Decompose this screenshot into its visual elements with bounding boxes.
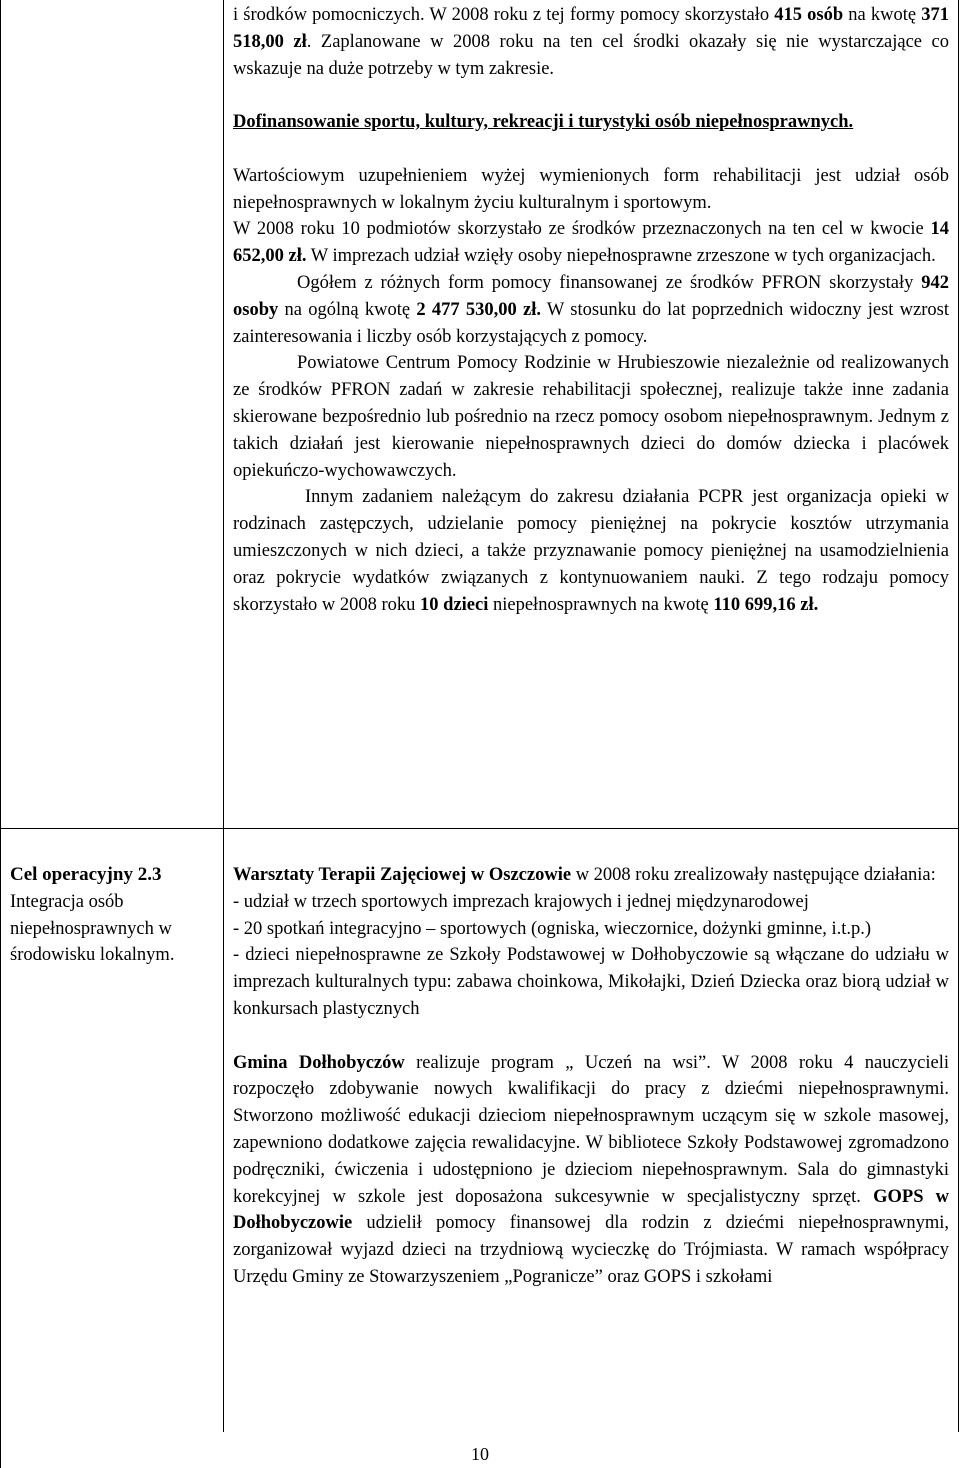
goal-description: Integracja osób niepełnosprawnych w środowisku lokalnym.	[10, 891, 175, 966]
table-row-divider	[0, 828, 959, 829]
table-border-right	[958, 0, 959, 1432]
list-item-meetings: - 20 spotkań integracyjno – sportowych (ogniska, wieczornice, dożynki gminne, i.t.p.)	[233, 918, 872, 939]
list-item-children: - dzieci niepełnosprawne ze Szkoły Podstawowej w Dołhobyczowie są włączane do udziału w imprezach kulturalnych typu: zabawa choinkowa, Mikołajki, Dzień Dziecka oraz biorą udział w konkursach plastycznych	[233, 945, 949, 1019]
list-item-sports: - udział w trzech sportowych imprezach krajowych i jednej międzynarodowej	[233, 891, 809, 912]
table-border-left	[0, 0, 1, 1468]
goal-title: Cel operacyjny 2.3	[10, 864, 162, 885]
paragraph-total: Ogółem z różnych form pomocy finansowanej ze środków PFRON skorzystały 942 osoby na ogólną kwotę 2 477 530,00 zł. W stosunku do lat poprzednich widoczny jest wzrost zainteresowania i liczby osób korzystających z pomocy.	[233, 272, 949, 347]
paragraph-aid-summary: i środków pomocniczych. W 2008 roku z tej formy pomocy skorzystało 415 osób na kwotę 371 518,00 zł. Zaplanowane w 2008 roku na ten cel środki okazały się nie wystarczające co wskazuje na duże potrzeby w tym zakresie.	[233, 5, 949, 79]
paragraph-entities: W 2008 roku 10 podmiotów skorzystało ze środków przeznaczonych na ten cel w kwocie 14 652,00 zł. W imprezach udział wzięły osoby niepełnosprawne zrzeszone w tych organizacjach.	[233, 219, 949, 267]
paragraph-gmina: Gmina Dołhobyczów realizuje program „ Uczeń na wsi”. W 2008 roku 4 nauczycieli rozpoczęło zdobywanie nowych kwalifikacji do pracy z dziećmi niepełnosprawnymi. Stworzono możliwość edukacji dzieciom niepełnosprawnym uczącym się w szkole masowej, zapewniono dodatkowe zajęcia rewalidacyjne. W bibliotece Szkoły Podstawowej zgromadzono podręczniki, ćwiczenia i udostępniono je dzieciom niepełnosprawnym. Sala do gimnastyki korekcyjnej w szkole jest doposażona sukcesywnie w specjalistyczny sprzęt. GOPS w Dołhobyczowie udzielił pomocy finansowej dla rodzin z dziećmi niepełnosprawnymi, zorganizował wyjazd dzieci na trzydniową wycieczkę do Trójmiasta. W ramach współpracy Urzędu Gminy ze Stowarzyszeniem „Pogranicze” oraz GOPS i szkołami	[233, 1052, 949, 1287]
bottom-content-cell	[233, 862, 949, 1291]
top-content-cell	[233, 2, 949, 618]
table-border-middle	[223, 0, 224, 1432]
section-heading: Dofinansowanie sportu, kultury, rekreacji i turystyki osób niepełnosprawnych.	[233, 112, 854, 133]
paragraph-foster: Innym zadaniem należącym do zakresu działania PCPR jest organizacja opieki w rodzinach zastępczych, udzielanie pomocy pieniężnej na pokrycie kosztów utrzymania umieszczonych w nich dzieci, a także przyznawanie pomocy pieniężnej na usamodzielnienia oraz pokrycie wydatków związanych z kontynuowaniem nauki. Z tego rodzaju pomocy skorzystało w 2008 roku 10 dzieci niepełnosprawnych na kwotę 110 699,16 zł.	[233, 487, 949, 615]
page-number: 10	[471, 1444, 489, 1464]
paragraph-pcpr: Powiatowe Centrum Pomocy Rodzinie w Hrubieszowie niezależnie od realizowanych ze środków PFRON zadań w zakresie rehabilitacji społecznej, realizuje także inne zadania skierowane bezpośrednio lub pośrednio na rzecz pomocy osobom niepełnosprawnym. Jednym z takich działań jest kierowanie niepełnosprawnych dzieci do domów dziecka i placówek opiekuńczo-wychowawczych.	[233, 353, 949, 481]
paragraph-intro: Wartościowym uzupełnieniem wyżej wymienionych form rehabilitacji jest udział osób niepełnosprawnych w lokalnym życiu kulturalnym i sportowym.	[233, 165, 949, 213]
paragraph-workshops: Warsztaty Terapii Zajęciowej w Oszczowie w 2008 roku zrealizowały następujące działania:	[233, 865, 936, 885]
goal-cell	[10, 862, 218, 969]
